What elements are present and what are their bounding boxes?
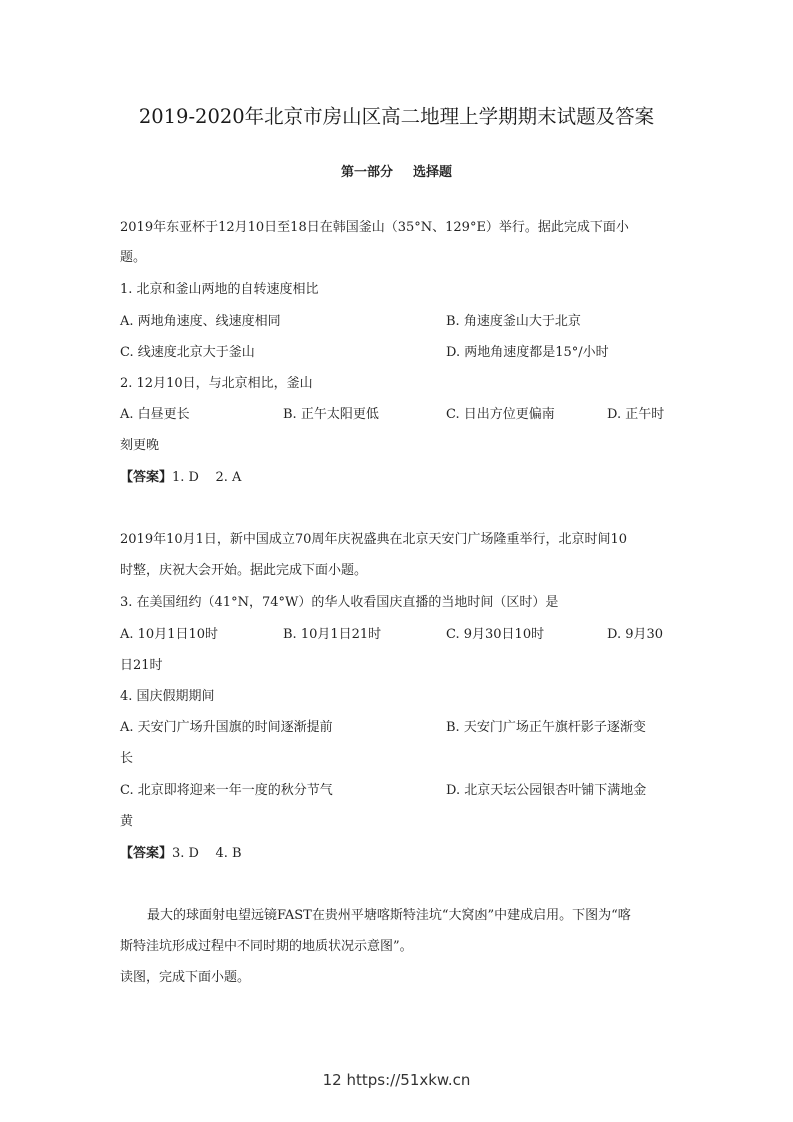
q4-option-d-continued: 黄 (120, 814, 134, 829)
group2-intro-line1: 2019年10月1日，新中国成立70周年庆祝盛典在北京天安门广场隆重举行，北京时间10 (120, 532, 627, 547)
answer-text: 1. D 2. A (172, 470, 242, 485)
section-part: 第一部分 (340, 165, 393, 180)
q1-option-c: C. 线速度北京大于釜山 (120, 345, 255, 360)
q1-option-d: D. 两地角速度都是15°/小时 (446, 345, 609, 360)
page-footer (0, 1072, 793, 1088)
q4-option-b-continued: 长 (120, 751, 134, 766)
q2-option-b: B. 正午太阳更低 (283, 407, 379, 422)
q4-option-b: B. 天安门广场正午旗杆影子逐渐变 (446, 720, 646, 735)
q2-option-d: D. 正午时 (607, 407, 665, 422)
q3-option-c: C. 9月30日10时 (446, 627, 545, 642)
q3-option-d: D. 9月30 (607, 627, 664, 642)
q2-option-d-continued: 刻更晚 (120, 438, 160, 453)
answer-line-2 (120, 846, 242, 862)
group3-intro-line1: 最大的球面射电望远镜FAST在贵州平塘喀斯特洼坑“大窝凼”中建成启用。下图为“喀 (147, 908, 631, 923)
q2-option-a: A. 白昼更长 (120, 407, 190, 422)
q3-stem: 3. 在美国纽约（41°N，74°W）的华人收看国庆直播的当地时间（区时）是 (120, 595, 559, 610)
q2-stem: 2. 12月10日，与北京相比，釜山 (120, 376, 313, 391)
group3-intro-line2: 斯特洼坑形成过程中不同时期的地质状况示意图”。 (120, 939, 413, 954)
q1-stem: 1. 北京和釜山两地的自转速度相比 (120, 282, 319, 297)
q3-option-d-continued: 日21时 (120, 658, 163, 673)
section-heading (0, 165, 793, 181)
q3-option-a: A. 10月1日10时 (120, 627, 219, 642)
answer-text: 3. D 4. B (172, 846, 242, 861)
footer-url[interactable]: https://51xkw.cn (346, 1071, 471, 1089)
answer-line-1 (120, 470, 241, 486)
group1-intro-line1: 2019年东亚杯于12月10日至18日在韩国釜山（35°N、129°E）举行。据此完成下面小 (120, 220, 629, 235)
q3-option-b: B. 10月1日21时 (283, 627, 382, 642)
q4-option-d: D. 北京天坛公园银杏叶铺下满地金 (446, 783, 647, 798)
q4-option-c: C. 北京即将迎来一年一度的秋分节气 (120, 783, 333, 798)
page-number: 12 (322, 1071, 342, 1089)
q1-option-a: A. 两地角速度、线速度相同 (120, 314, 281, 329)
group2-intro-line2: 时整，庆祝大会开始。据此完成下面小题。 (120, 563, 368, 578)
group1-intro-line2: 题。 (120, 250, 147, 265)
q2-option-c: C. 日出方位更偏南 (446, 407, 555, 422)
group3-intro-line3: 读图，完成下面小题。 (120, 970, 251, 985)
section-name: 选择题 (413, 165, 453, 180)
page-title: 2019-2020年北京市房山区高二地理上学期期末试题及答案 (138, 105, 655, 128)
q4-option-a: A. 天安门广场升国旗的时间逐渐提前 (120, 720, 333, 735)
answer-label: 【答案】 (120, 470, 173, 485)
answer-label: 【答案】 (120, 846, 173, 861)
q4-stem: 4. 国庆假期期间 (120, 689, 215, 704)
q1-option-b: B. 角速度釜山大于北京 (446, 314, 581, 329)
